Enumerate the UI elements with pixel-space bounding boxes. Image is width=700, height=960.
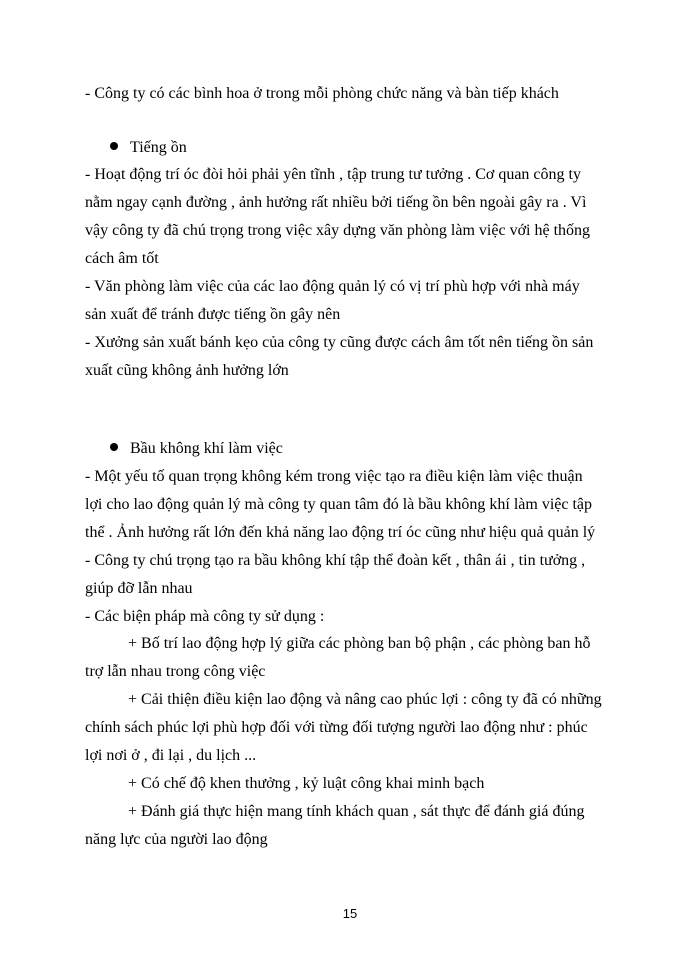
- noise-line: xuất cũng không ảnh hưởng lớn: [85, 362, 289, 379]
- noise-heading: [110, 138, 187, 158]
- noise-line: - Hoạt động trí óc đòi hỏi phải yên tĩnh , tập trung tư tưởng . Cơ quan công ty: [85, 166, 581, 183]
- intro-line: - Công ty có các bình hoa ở trong mỗi phòng chức năng và bàn tiếp khách: [85, 85, 559, 102]
- noise-line: - Xưởng sản xuất bánh kẹo của công ty cũng được cách âm tốt nên tiếng ồn sản: [85, 334, 594, 351]
- atmosphere-line: giúp đỡ lẫn nhau: [85, 580, 193, 597]
- atmosphere-line: - Công ty chú trọng tạo ra bầu không khí tập thể đoàn kết , thân ái , tin tưởng ,: [85, 552, 586, 569]
- bullet-icon: [110, 443, 118, 451]
- atmosphere-line: + Đánh giá thực hiện mang tính khách quan , sát thực để đánh giá đúng: [128, 803, 585, 820]
- atmosphere-line: - Các biện pháp mà công ty sử dụng :: [85, 608, 325, 625]
- atmosphere-line: chính sách phúc lợi phù hợp đối với từng đối tượng người lao động như : phúc: [85, 719, 588, 736]
- bullet-icon: [110, 142, 118, 150]
- atmosphere-heading-text: Bầu không khí làm việc: [130, 440, 283, 457]
- atmosphere-line: + Có chế độ khen thưởng , kỷ luật công khai minh bạch: [128, 775, 485, 792]
- noise-line: cách âm tốt: [85, 250, 159, 267]
- atmosphere-line: năng lực của người lao động: [85, 831, 268, 848]
- atmosphere-line: lợi nơi ở , đi lại , du lịch ...: [85, 747, 257, 764]
- noise-line: sản xuất để tránh được tiếng ồn gây nên: [85, 306, 341, 323]
- atmosphere-heading: [110, 439, 283, 459]
- atmosphere-line: trợ lẫn nhau trong công việc: [85, 663, 266, 680]
- noise-line: vậy công ty đã chú trọng trong việc xây dựng văn phòng làm việc với hệ thống: [85, 222, 591, 239]
- atmosphere-line: thể . Ảnh hưởng rất lớn đến khả năng lao động trí óc cũng như hiệu quả quản lý: [85, 524, 596, 541]
- atmosphere-line: + Bố trí lao động hợp lý giữa các phòng ban bộ phận , các phòng ban hỗ: [128, 635, 591, 652]
- atmosphere-line: lợi cho lao động quản lý mà công ty quan tâm đó là bầu không khí làm việc tập: [85, 496, 593, 513]
- atmosphere-line: - Một yếu tố quan trọng không kém trong việc tạo ra điều kiện làm việc thuận: [85, 468, 583, 485]
- noise-line: nằm ngay cạnh đường , ảnh hưởng rất nhiều bởi tiếng ồn bên ngoài gây ra . Vì: [85, 194, 587, 211]
- noise-line: - Văn phòng làm việc của các lao động quản lý có vị trí phù hợp với nhà máy: [85, 278, 580, 295]
- atmosphere-line: + Cải thiện điều kiện lao động và nâng cao phúc lợi : công ty đã có những: [128, 691, 602, 708]
- noise-heading-text: Tiếng ồn: [130, 139, 187, 156]
- page-number: 15: [342, 906, 358, 921]
